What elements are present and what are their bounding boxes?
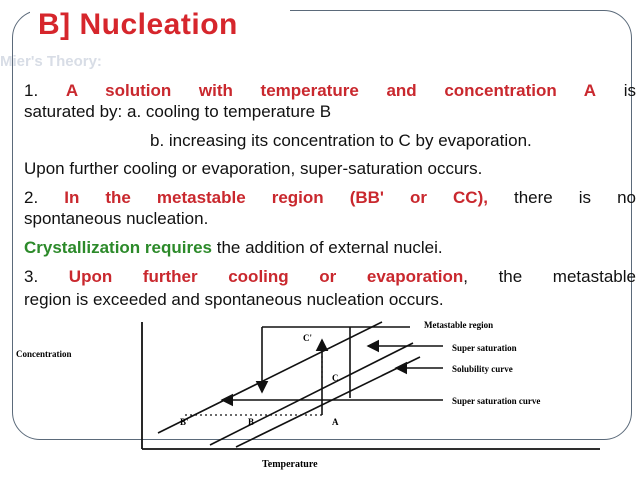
super-saturation-curve-upper — [158, 322, 382, 433]
point-c-label: C — [332, 373, 339, 383]
paragraph-1-line-3: b. increasing its concentration to C by evaporation. — [150, 131, 532, 150]
p4-number: 3. — [24, 267, 39, 286]
paragraph-2-line-2: spontaneous nucleation. — [24, 209, 209, 228]
legend-metastable: Metastable region — [424, 320, 494, 330]
point-b-prime-label: B' — [180, 417, 189, 427]
p3-highlight: Crystallization requires — [24, 238, 213, 257]
legend-solubility: Solubility curve — [452, 364, 513, 374]
y-axis-label: Concentration — [16, 349, 72, 359]
super-saturation-curve-mid — [210, 343, 413, 445]
p4-highlight: Upon further cooling or evaporation — [68, 267, 464, 286]
point-b-label: B — [248, 417, 255, 427]
paragraph-1-line-2: saturated by: a. cooling to temperature B — [24, 102, 332, 121]
p2-number: 2. — [24, 188, 39, 207]
p3-tail: the addition of external nuclei. — [216, 238, 443, 257]
p2-tail: there is no — [513, 188, 636, 207]
x-axis-label: Temperature — [262, 459, 318, 470]
slide-subtitle: Mier's Theory: — [0, 53, 102, 70]
legend-super-saturation-curve: Super saturation curve — [452, 396, 541, 406]
point-a-label: A — [332, 417, 339, 427]
p2-highlight: In the metastable region (BB' or CC), — [64, 188, 488, 207]
legend-super-saturation: Super saturation — [452, 343, 517, 353]
paragraph-4-line-2: region is exceeded and spontaneous nucleation occurs. — [24, 290, 444, 309]
paragraph-1-line-4: Upon further cooling or evaporation, super-saturation occurs. — [24, 159, 483, 178]
point-c-prime-label: C' — [303, 333, 312, 343]
p1-tail: is — [623, 81, 636, 100]
p1-number: 1. — [24, 81, 39, 100]
p4-tail: , the metastable — [463, 267, 636, 286]
slide-title: B] Nucleation — [38, 8, 238, 41]
p1-highlight: A solution with temperature and concentration A — [65, 81, 597, 100]
solubility-curve — [236, 357, 420, 447]
